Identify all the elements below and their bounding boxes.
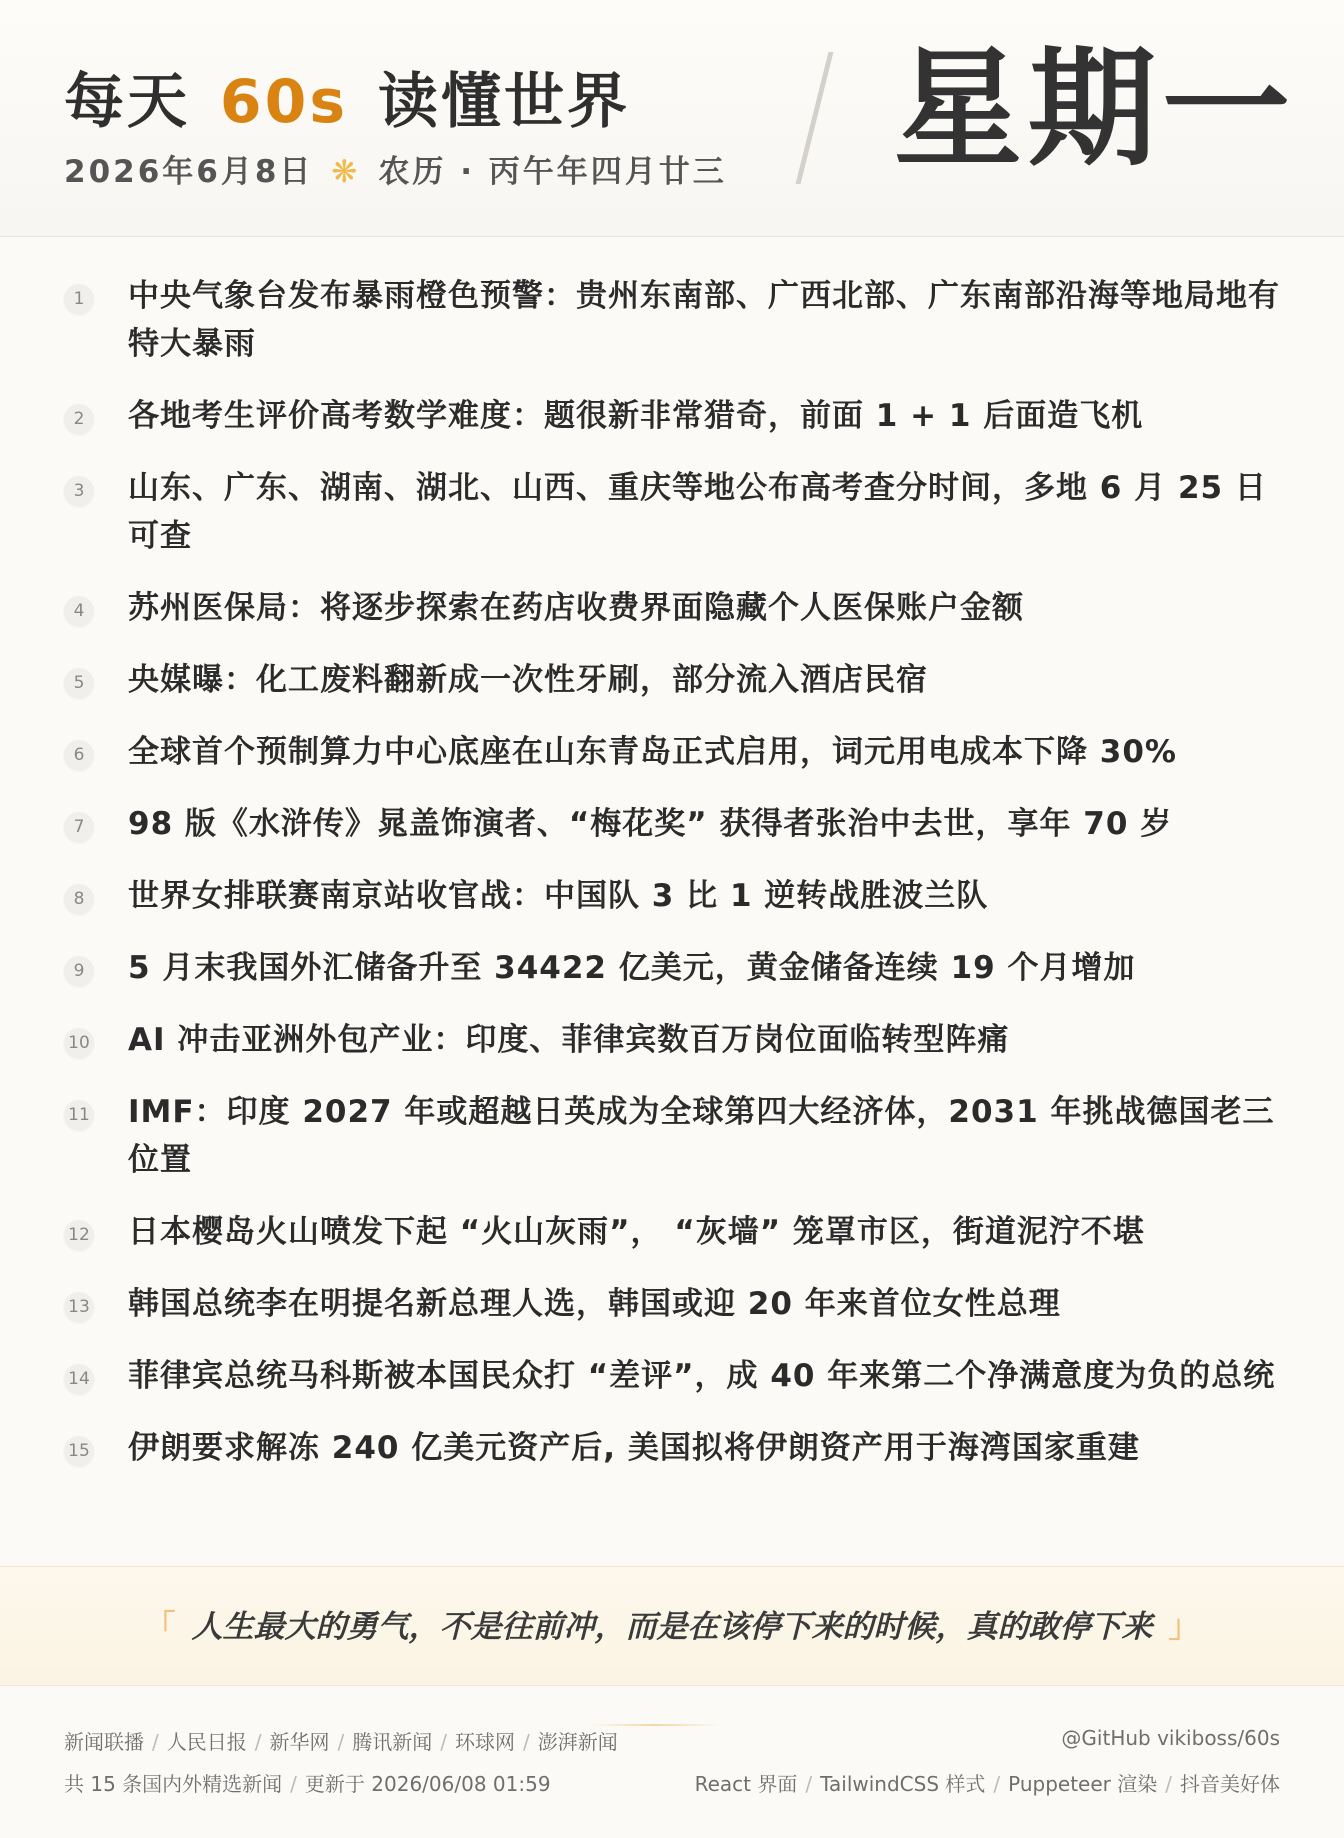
news-count: 共 15 条国内外精选新闻 [64, 1772, 283, 1796]
footer-separator: / [152, 1730, 159, 1754]
news-headline: 中央气象台发布暴雨橙色预警：贵州东南部、广西北部、广东南部沿海等地局地有特大暴雨 [128, 278, 1280, 362]
news-item [0, 728, 1344, 776]
tech-credit-item[interactable]: 抖音美好体 [1180, 1772, 1280, 1796]
news-headline: 世界女排联赛南京站收官战：中国队 3 比 1 逆转战胜波兰队 [128, 878, 989, 914]
news-headline: 央媒曝：化工废料翻新成一次性牙刷，部分流入酒店民宿 [128, 662, 928, 698]
tech-credits [695, 1768, 1280, 1797]
news-number-badge: 7 [64, 812, 94, 842]
news-item [0, 1280, 1344, 1328]
tech-credit-item[interactable]: React 界面 [694, 1772, 798, 1796]
news-headline: 菲律宾总统马科斯被本国民众打 “差评”，成 40 年来第二个净满意度为负的总统 [128, 1358, 1276, 1394]
page-title [64, 54, 630, 140]
tech-credit-item[interactable]: Puppeteer 渲染 [1008, 1772, 1158, 1796]
news-number-badge: 13 [64, 1292, 94, 1322]
news-headline: AI 冲击亚洲外包产业：印度、菲律宾数百万岗位面临转型阵痛 [128, 1022, 1010, 1058]
news-number-badge: 14 [64, 1364, 94, 1394]
footer-row-sources [64, 1726, 1280, 1755]
news-number-badge: 15 [64, 1436, 94, 1466]
source-link[interactable]: 人民日报 [166, 1730, 247, 1754]
source-link[interactable]: 新华网 [269, 1730, 330, 1754]
news-headline: 各地考生评价高考数学难度：题很新非常猎奇，前面 1 + 1 后面造飞机 [128, 398, 1144, 434]
news-number-badge: 1 [64, 284, 94, 314]
news-item [0, 392, 1344, 440]
news-number-badge: 4 [64, 596, 94, 626]
weekday: 星期一 [894, 35, 1297, 184]
date-bar [64, 146, 727, 191]
news-headline: 98 版《水浒传》晁盖饰演者、“梅花奖” 获得者张治中去世，享年 70 岁 [128, 806, 1173, 842]
tech-credit-item[interactable]: TailwindCSS 样式 [820, 1772, 986, 1796]
news-item [0, 272, 1344, 368]
news-item [0, 584, 1344, 632]
news-number-badge: 2 [64, 404, 94, 434]
header-divider [796, 52, 834, 184]
footer-separator: / [440, 1730, 447, 1754]
news-item [0, 1208, 1344, 1256]
source-link[interactable]: 环球网 [455, 1730, 515, 1754]
footer-separator: / [1165, 1772, 1172, 1796]
news-item [0, 872, 1344, 920]
footer-separator: / [993, 1772, 1001, 1796]
news-headline: 山东、广东、湖南、湖北、山西、重庆等地公布高考查分时间，多地 6 月 25 日可查 [128, 470, 1267, 554]
news-item [0, 800, 1344, 848]
news-number-badge: 8 [64, 884, 94, 914]
news-item [0, 1088, 1344, 1184]
solar-date: 2026年6月8日 [64, 154, 314, 190]
daily-quote [0, 1601, 1344, 1646]
news-headline: 韩国总统李在明提名新总理人选，韩国或迎 20 年来首位女性总理 [128, 1286, 1061, 1322]
footer-separator: / [337, 1730, 345, 1754]
flower-icon: ❋ [331, 154, 361, 190]
news-headline: 苏州医保局：将逐步探索在药店收费界面隐藏个人医保账户金额 [128, 590, 1024, 626]
news-item [0, 1424, 1344, 1472]
brand-accent: 60s [219, 67, 349, 137]
source-link[interactable]: 腾讯新闻 [352, 1730, 433, 1754]
news-item [0, 1016, 1344, 1064]
news-number-badge: 3 [64, 476, 94, 506]
news-headline: 5 月末我国外汇储备升至 34422 亿美元，黄金储备连续 19 个月增加 [128, 950, 1136, 986]
footer-separator: / [290, 1772, 297, 1796]
brand-prefix: 每天 [64, 67, 190, 137]
footer-separator: / [805, 1772, 813, 1796]
news-number-badge: 12 [64, 1220, 94, 1250]
news-number-badge: 11 [64, 1100, 94, 1130]
brand-suffix: 读懂世界 [378, 67, 630, 137]
lunar-date: 农历 · 丙午年四月廿三 [378, 154, 727, 190]
quote-text: 人生最大的勇气，不是往前冲，而是在该停下来的时候，真的敢停下来 [191, 1609, 1153, 1645]
news-headline: IMF：印度 2027 年或超越日英成为全球第四大经济体，2031 年挑战德国老三位置 [128, 1094, 1275, 1178]
news-list [0, 272, 1344, 1496]
news-item [0, 944, 1344, 992]
page-header [0, 0, 1344, 237]
quote-open-mark: 「 [144, 1609, 176, 1645]
news-headline: 日本樱岛火山喷发下起 “火山灰雨”， “灰墙” 笼罩市区，街道泥泞不堪 [128, 1214, 1145, 1250]
news-number-badge: 5 [64, 668, 94, 698]
news-number-badge: 9 [64, 956, 94, 986]
news-item [0, 1352, 1344, 1400]
quote-band [0, 1566, 1344, 1686]
news-number-badge: 6 [64, 740, 94, 770]
news-headline: 全球首个预制算力中心底座在山东青岛正式启用，词元用电成本下降 30% [128, 734, 1177, 770]
news-headline: 伊朗要求解冻 240 亿美元资产后, 美国拟将伊朗资产用于海湾国家重建 [128, 1430, 1140, 1466]
footer-separator: / [523, 1730, 530, 1754]
source-link[interactable]: 澎湃新闻 [537, 1730, 618, 1754]
news-item [0, 464, 1344, 560]
news-sources [64, 1730, 618, 1754]
quote-close-mark: 」 [1168, 1609, 1200, 1645]
footer-row-meta [64, 1768, 1280, 1797]
news-number-badge: 10 [64, 1028, 94, 1058]
github-credit[interactable]: @GitHub vikiboss/60s [1061, 1726, 1280, 1750]
source-link[interactable]: 新闻联播 [64, 1730, 144, 1754]
update-time: 更新于 2026/06/08 01:59 [304, 1772, 551, 1796]
footer-separator: / [254, 1730, 262, 1754]
news-item [0, 656, 1344, 704]
